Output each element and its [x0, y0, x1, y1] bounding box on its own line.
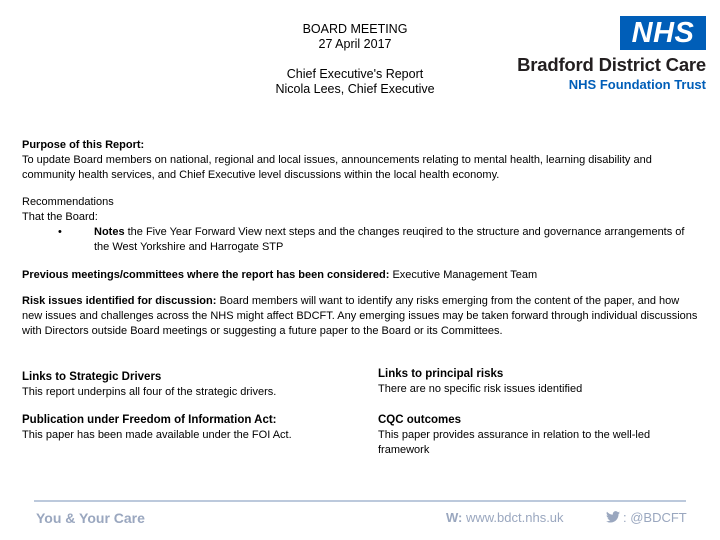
foi-block	[22, 413, 342, 443]
strategic-drivers-text: This report underpins all four of the strategic drivers.	[22, 386, 277, 398]
previous-meetings-section	[22, 268, 702, 283]
recommendations-section	[22, 195, 702, 255]
footer-twitter	[606, 510, 687, 525]
nhs-logo-text: NHS	[631, 17, 695, 49]
organisation-subtitle: NHS Foundation Trust	[568, 77, 706, 92]
principal-risks-title: Links to principal risks	[378, 368, 504, 380]
previous-meetings-heading: Previous meetings/committees where the report has been considered:	[22, 269, 390, 281]
risk-text: Board members will want to identify any risks emerging from the content of the paper, and how new issues and challenges across the NHS might affect BDCFT. Any emerging issues may be taken forward through individual discussions with Directors outside Board meetings or suggesting a future paper to the Board or its Committees.	[22, 295, 698, 337]
report-title: Chief Executive's Report	[286, 67, 424, 81]
strategic-drivers-title: Links to Strategic Drivers	[22, 371, 162, 383]
organisation-name: Bradford District Care	[517, 54, 706, 75]
footer-tagline: You & Your Care	[36, 510, 145, 526]
footer-website	[446, 510, 564, 525]
bullet-icon: •	[58, 226, 62, 238]
twitter-bird-icon	[606, 511, 620, 523]
purpose-heading: Purpose of this Report:	[22, 139, 145, 151]
strategic-drivers-block	[22, 370, 342, 400]
risk-heading: Risk issues identified for discussion:	[22, 295, 217, 307]
website-url: www.bdct.nhs.uk	[462, 510, 564, 525]
purpose-text: To update Board members on national, regional and local issues, announcements relating to mental health, learning disability and community health services, and Chief Executive level discussions within the local health economy.	[22, 154, 652, 181]
twitter-handle: : @BDCFT	[623, 510, 687, 525]
foi-text: This paper has been made available under the FOI Act.	[22, 429, 292, 441]
previous-meetings-text: Executive Management Team	[389, 269, 538, 281]
document-header	[200, 22, 510, 97]
recommendation-text: the Five Year Forward View next steps and the changes reuqired to the structure and governance arrangements of the West Yorkshire and Harrogate STP	[94, 226, 685, 253]
principal-risks-text: There are no specific risk issues identified	[378, 383, 583, 395]
cqc-text: This paper provides assurance in relation to the well-led framework	[378, 429, 651, 456]
meeting-date: 27 April 2017	[318, 37, 392, 51]
principal-risks-block	[378, 367, 678, 397]
meeting-title: BOARD MEETING	[302, 22, 408, 36]
recommendations-heading: Recommendations	[22, 196, 114, 208]
recommendations-intro: That the Board:	[22, 211, 98, 223]
purpose-section	[22, 138, 702, 183]
cqc-title: CQC outcomes	[378, 414, 462, 426]
risk-section	[22, 294, 702, 339]
nhs-logo	[516, 12, 706, 92]
recommendation-item	[22, 225, 702, 255]
website-label: W:	[446, 510, 463, 525]
report-author: Nicola Lees, Chief Executive	[275, 82, 435, 96]
footer-divider	[34, 500, 686, 502]
recommendation-verb: Notes	[94, 226, 125, 238]
foi-title: Publication under Freedom of Information Act:	[22, 414, 277, 426]
cqc-block	[378, 413, 678, 458]
